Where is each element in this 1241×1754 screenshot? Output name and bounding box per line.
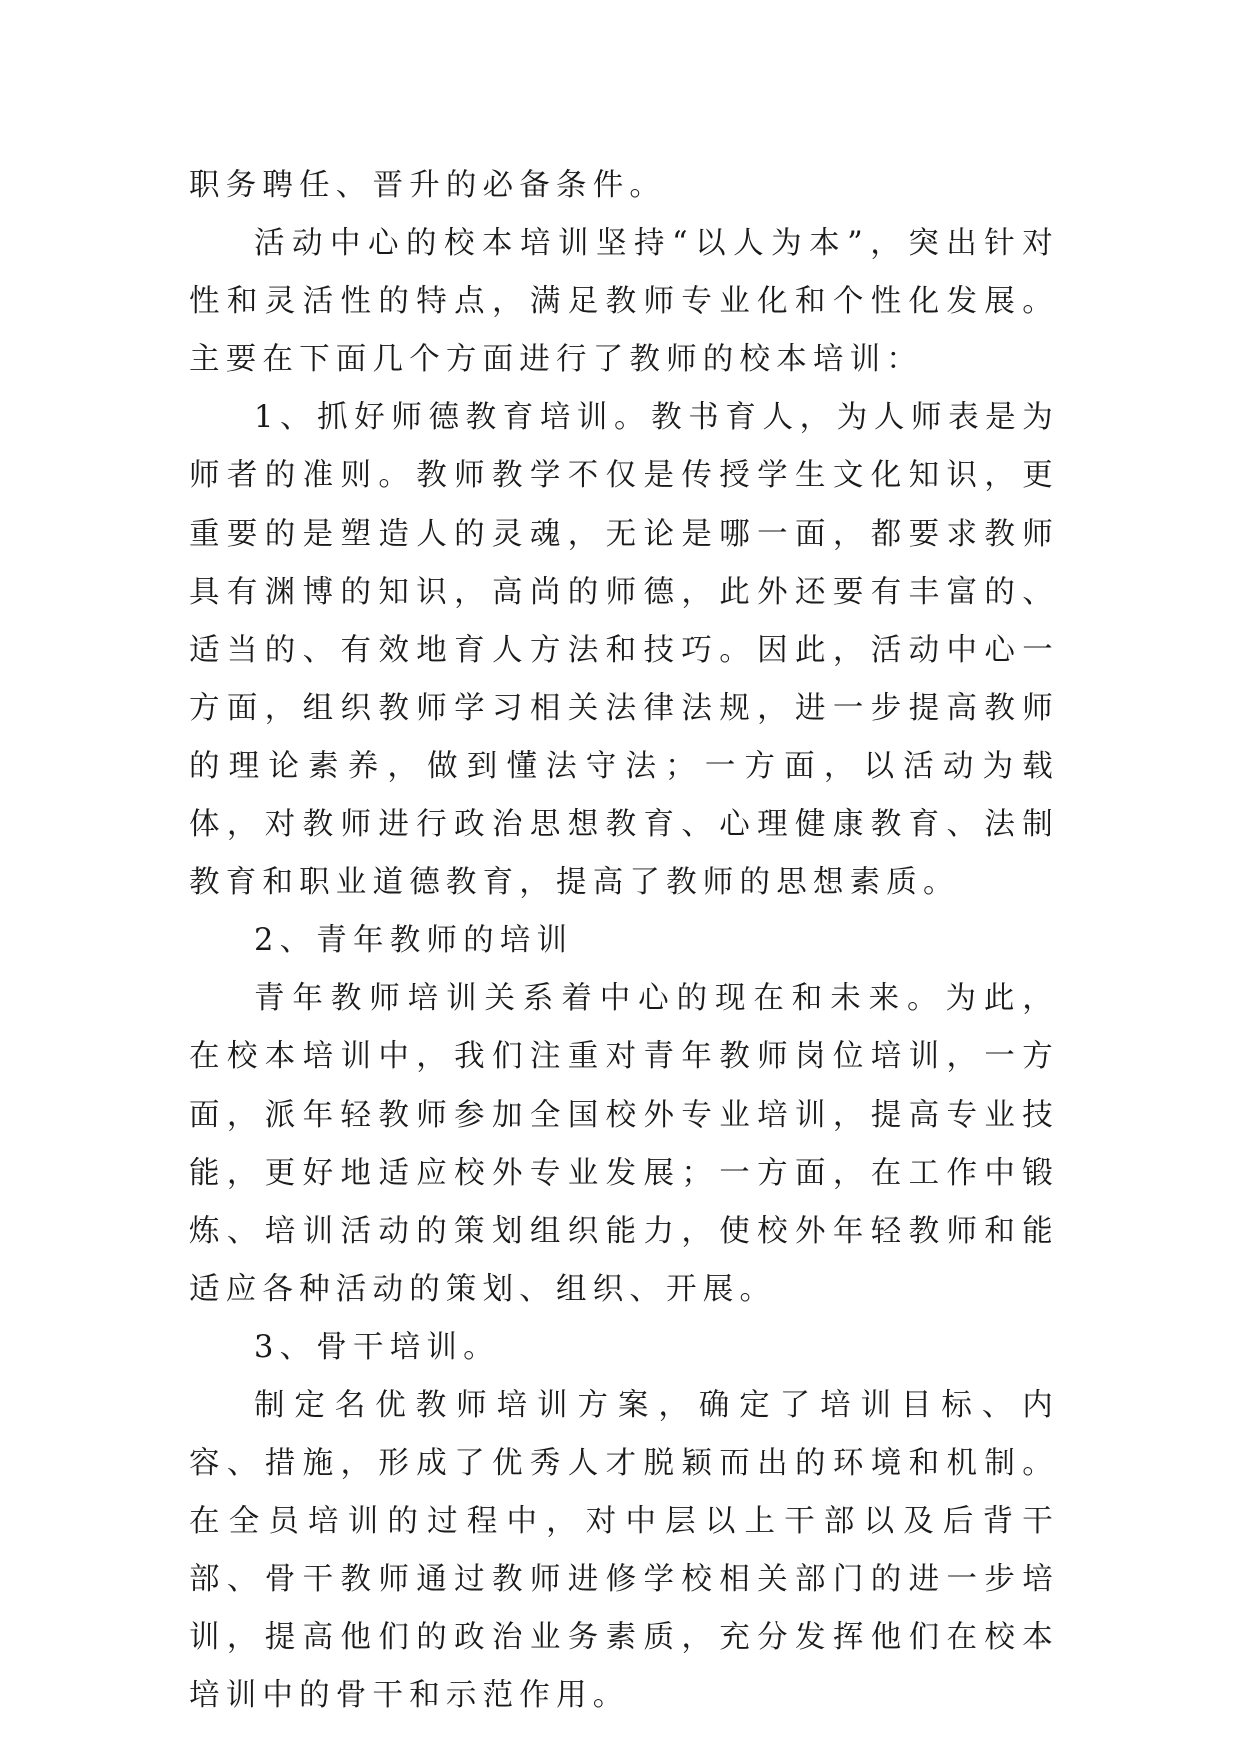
paragraph-continuation: 职务聘任、晋升的必备条件。 <box>189 168 667 203</box>
paragraph-backbone-training: 制定名优教师培训方案，确定了培训目标、内容、措施，形成了优秀人才脱颖而出的环境和机制。在全员培训的过程中，对中层以上干部以及后背干部、骨干教师通过教师进修学校相关部门的进一步培训，提高他们的政治业务素质，充分发挥他们在校本培训中的骨干和示范作用。 <box>189 1387 1059 1714</box>
heading-young-teacher-training: 2、青年教师的培训 <box>254 923 574 959</box>
heading-backbone-training: 3、骨干培训。 <box>254 1329 500 1365</box>
paragraph-young-teacher-training: 青年教师培训关系着中心的现在和未来。为此，在校本培训中，我们注重对青年教师岗位培训，一方面，派年轻教师参加全国校外专业培训，提高专业技能，更好地适应校外专业发展；一方面，在工作中锻炼、培训活动的策划组织能力，使校外年轻教师和能适应各种活动的策划、组织、开展。 <box>189 981 1059 1307</box>
body-text <box>189 157 1059 1726</box>
paragraph-training-overview: 活动中心的校本培训坚持“以人为本”，突出针对性和灵活性的特点，满足教师专业化和个性化发展。主要在下面几个方面进行了教师的校本培训： <box>189 226 1059 378</box>
paragraph-ethics-training: 1、抓好师德教育培训。教书育人，为人师表是为师者的准则。教师教学不仅是传授学生文化知识，更重要的是塑造人的灵魂，无论是哪一面，都要求教师具有渊博的知识，高尚的师德，此外还要有丰富的、适当的、有效地育人方法和技巧。因此，活动中心一方面，组织教师学习相关法律法规，进一步提高教师的理论素养，做到懂法守法；一方面，以活动为载体，对教师进行政治思想教育、心理健康教育、法制教育和职业道德教育，提高了教师的思想素质。 <box>189 400 1059 901</box>
